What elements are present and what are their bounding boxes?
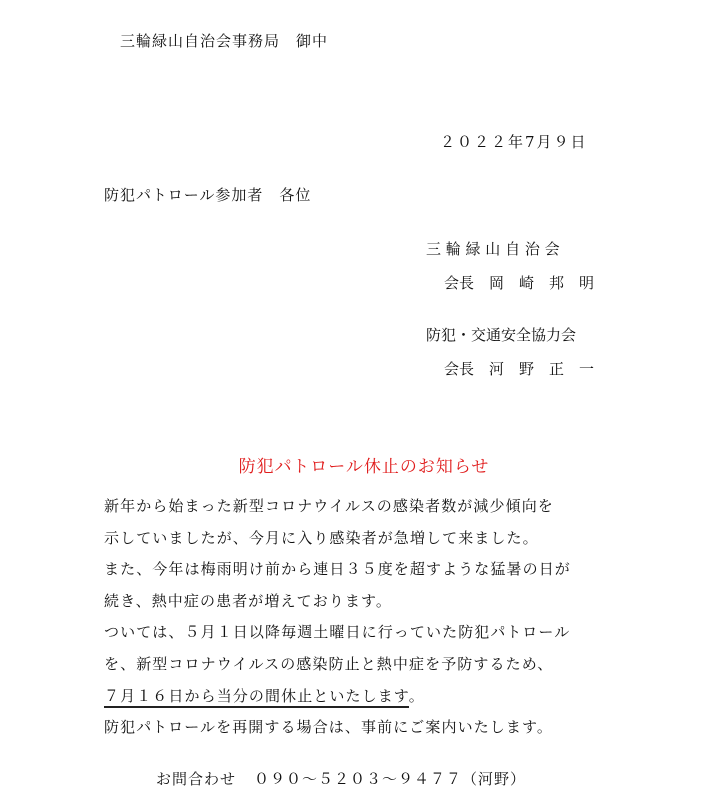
sender-person: 会長 岡 崎 邦 明 [444, 274, 595, 292]
body-line: を、新型コロナウイルスの感染防止と熱中症を予防するため、 [104, 654, 554, 673]
sender-block [426, 238, 646, 380]
contact-line [156, 768, 526, 790]
recipient-line: 防犯パトロール参加者 各位 [104, 186, 312, 204]
sender-person: 会長 河 野 正 一 [444, 360, 595, 378]
sender-organization: 防犯・交通安全協力会 [426, 326, 577, 344]
closing-line: 防犯パトロールを再開する場合は、事前にご案内いたします。 [104, 718, 554, 737]
sender-organization: 三 輪 緑 山 自 治 会 [426, 240, 560, 258]
sentence-end: 。 [408, 686, 425, 705]
addressee-line: 三輪緑山自治会事務局 御中 [120, 32, 329, 50]
body-line: 示していましたが、今月に入り感染者が急増して来ました。 [104, 528, 539, 547]
sender-spacer [426, 294, 646, 324]
notice-title: 防犯パトロール休止のお知らせ [238, 457, 490, 477]
body-line: 新年から始まった新型コロナウイルスの感染者数が減少傾向を [104, 497, 554, 515]
contact-phone: ０９０～５２０３～９４７７（河野） [254, 770, 527, 788]
body-line: また、今年は梅雨明け前から連日３５度を超すような猛暑の日が [104, 560, 571, 579]
suspension-statement: ７月１６日から当分の間休止といたします [104, 687, 409, 708]
body-line-emphasis [104, 685, 664, 707]
contact-label: お問合わせ [156, 770, 237, 788]
document-date: ２０２２年7月９日 [440, 133, 588, 151]
body-line: 続き、熱中症の患者が増えております。 [104, 591, 393, 610]
notice-body [104, 495, 664, 748]
body-line: ついては、５月１日以降毎週土曜日に行っていた防犯パトロール [104, 623, 571, 642]
